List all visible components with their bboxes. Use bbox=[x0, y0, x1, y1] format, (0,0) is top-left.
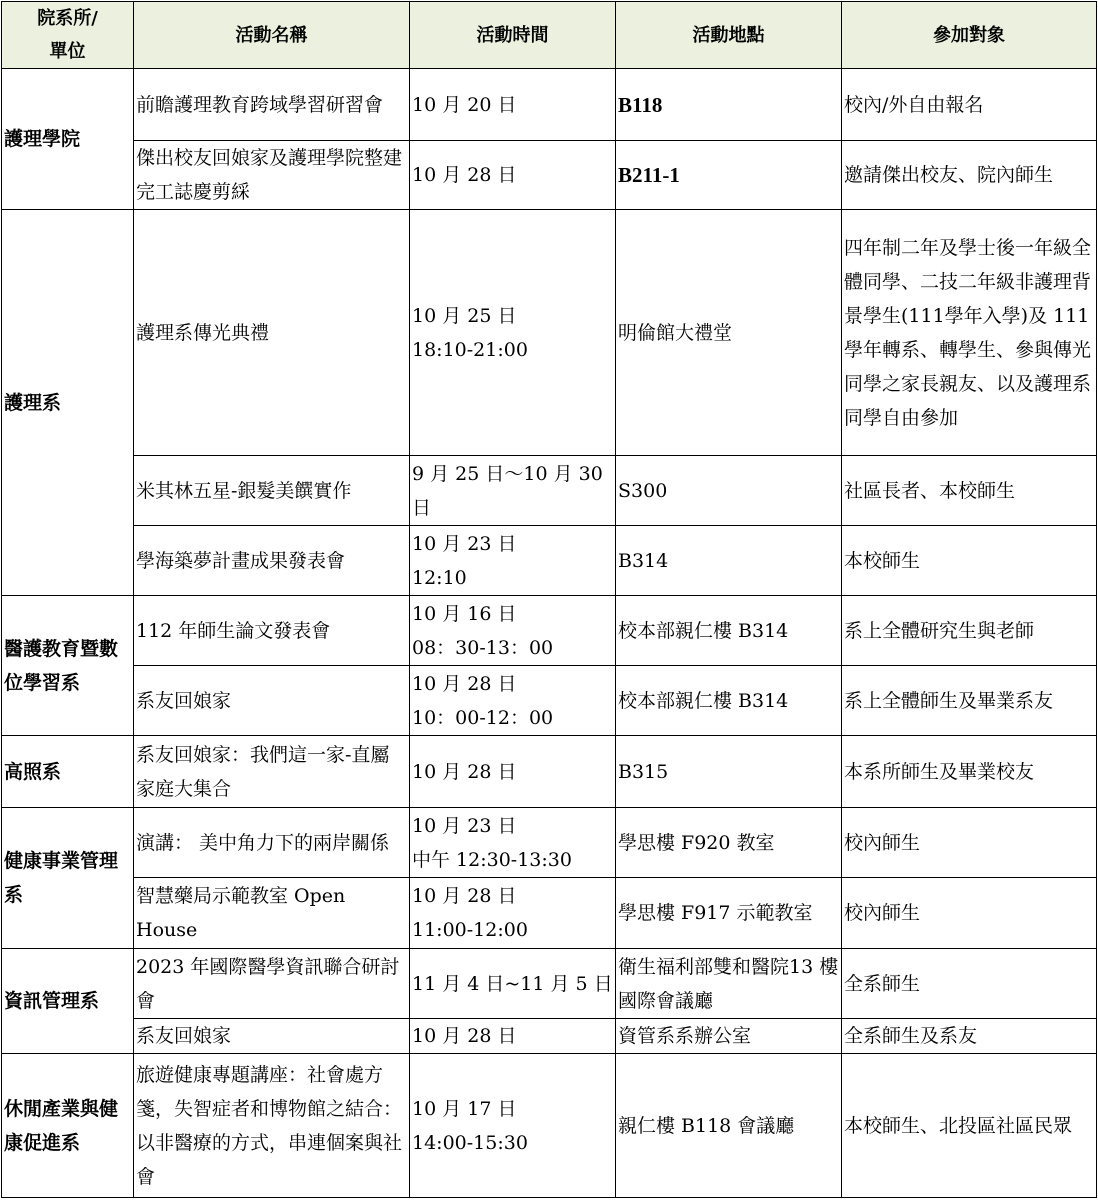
table-row bbox=[2, 596, 1097, 666]
unit-cell: 休閒產業與健康促進系 bbox=[2, 1054, 134, 1198]
event-target: 本系所師生及畢業校友 bbox=[842, 736, 1097, 808]
event-target: 本校師生、北投區社區民眾 bbox=[842, 1054, 1097, 1198]
table-row bbox=[2, 808, 1097, 878]
table-row bbox=[2, 1019, 1097, 1054]
event-target: 本校師生 bbox=[842, 526, 1097, 596]
header-time: 活動時間 bbox=[410, 2, 616, 69]
event-name: 學海築夢計畫成果發表會 bbox=[134, 526, 410, 596]
event-target: 邀請傑出校友、院內師生 bbox=[842, 141, 1097, 210]
event-place: 衛生福利部雙和醫院13 樓國際會議廳 bbox=[616, 949, 842, 1019]
event-target: 社區長者、本校師生 bbox=[842, 456, 1097, 526]
event-name: 傑出校友回娘家及護理學院整建完工誌慶剪綵 bbox=[134, 141, 410, 210]
event-time: 10 月 23 日 中午 12:30-13:30 bbox=[410, 808, 616, 878]
header-unit: 院系所/ 單位 bbox=[2, 2, 134, 69]
header-name: 活動名稱 bbox=[134, 2, 410, 69]
table-row bbox=[2, 949, 1097, 1019]
event-target: 全系師生 bbox=[842, 949, 1097, 1019]
unit-cell: 護理學院 bbox=[2, 69, 134, 210]
header-place: 活動地點 bbox=[616, 2, 842, 69]
event-place: 親仁樓 B118 會議廳 bbox=[616, 1054, 842, 1198]
event-time: 10 月 28 日 bbox=[410, 141, 616, 210]
events-table bbox=[1, 1, 1097, 1198]
table-row bbox=[2, 141, 1097, 210]
event-target: 系上全體研究生與老師 bbox=[842, 596, 1097, 666]
event-name: 系友回娘家：我們這一家-直屬家庭大集合 bbox=[134, 736, 410, 808]
event-name: 護理系傳光典禮 bbox=[134, 210, 410, 456]
event-time: 10 月 28 日 10：00-12：00 bbox=[410, 666, 616, 736]
event-place: B314 bbox=[616, 526, 842, 596]
event-time: 10 月 28 日 11:00-12:00 bbox=[410, 878, 616, 949]
event-time: 11 月 4 日~11 月 5 日 bbox=[410, 949, 616, 1019]
table-row bbox=[2, 69, 1097, 141]
event-target: 校內師生 bbox=[842, 808, 1097, 878]
unit-cell: 資訊管理系 bbox=[2, 949, 134, 1054]
event-time: 10 月 25 日 18:10-21:00 bbox=[410, 210, 616, 456]
header-row bbox=[2, 2, 1097, 69]
event-time: 10 月 16 日 08：30-13：00 bbox=[410, 596, 616, 666]
event-name: 旅遊健康專題講座：社會處方箋，失智症者和博物館之結合：以非醫療的方式，串連個案與社會 bbox=[134, 1054, 410, 1198]
event-name: 112 年師生論文發表會 bbox=[134, 596, 410, 666]
event-place: 校本部親仁樓 B314 bbox=[616, 666, 842, 736]
event-place: S300 bbox=[616, 456, 842, 526]
unit-cell: 醫護教育暨數位學習系 bbox=[2, 596, 134, 736]
event-time: 10 月 23 日 12:10 bbox=[410, 526, 616, 596]
unit-cell: 護理系 bbox=[2, 210, 134, 596]
event-target: 全系師生及系友 bbox=[842, 1019, 1097, 1054]
event-target: 四年制二年及學士後一年級全體同學、二技二年級非護理背景學生(111學年入學)及 111 學年轉系、轉學生、參與傳光同學之家長親友、以及護理系同學自由參加 bbox=[842, 210, 1097, 456]
event-name: 系友回娘家 bbox=[134, 1019, 410, 1054]
header-target: 參加對象 bbox=[842, 2, 1097, 69]
table-row bbox=[2, 736, 1097, 808]
event-time: 10 月 28 日 bbox=[410, 736, 616, 808]
event-target: 校內/外自由報名 bbox=[842, 69, 1097, 141]
event-place: 校本部親仁樓 B314 bbox=[616, 596, 842, 666]
event-name: 系友回娘家 bbox=[134, 666, 410, 736]
table-row bbox=[2, 210, 1097, 456]
table-row bbox=[2, 878, 1097, 949]
table-row bbox=[2, 1054, 1097, 1198]
unit-cell: 健康事業管理系 bbox=[2, 808, 134, 949]
event-name: 2023 年國際醫學資訊聯合研討會 bbox=[134, 949, 410, 1019]
event-place: B118 bbox=[616, 69, 842, 141]
table-row bbox=[2, 456, 1097, 526]
event-target: 校內師生 bbox=[842, 878, 1097, 949]
event-place: 資管系系辦公室 bbox=[616, 1019, 842, 1054]
event-place: 學思樓 F920 教室 bbox=[616, 808, 842, 878]
table-row bbox=[2, 666, 1097, 736]
unit-cell: 高照系 bbox=[2, 736, 134, 808]
event-name: 演講： 美中角力下的兩岸關係 bbox=[134, 808, 410, 878]
event-time: 9 月 25 日～10 月 30 日 bbox=[410, 456, 616, 526]
event-name: 智慧藥局示範教室 Open House bbox=[134, 878, 410, 949]
event-name: 前瞻護理教育跨域學習研習會 bbox=[134, 69, 410, 141]
event-target: 系上全體師生及畢業系友 bbox=[842, 666, 1097, 736]
event-time: 10 月 17 日 14:00-15:30 bbox=[410, 1054, 616, 1198]
event-name: 米其林五星-銀髮美饌實作 bbox=[134, 456, 410, 526]
event-place: B211-1 bbox=[616, 141, 842, 210]
event-place: 明倫館大禮堂 bbox=[616, 210, 842, 456]
event-time: 10 月 28 日 bbox=[410, 1019, 616, 1054]
event-place: B315 bbox=[616, 736, 842, 808]
table-row bbox=[2, 526, 1097, 596]
event-place: 學思樓 F917 示範教室 bbox=[616, 878, 842, 949]
event-time: 10 月 20 日 bbox=[410, 69, 616, 141]
